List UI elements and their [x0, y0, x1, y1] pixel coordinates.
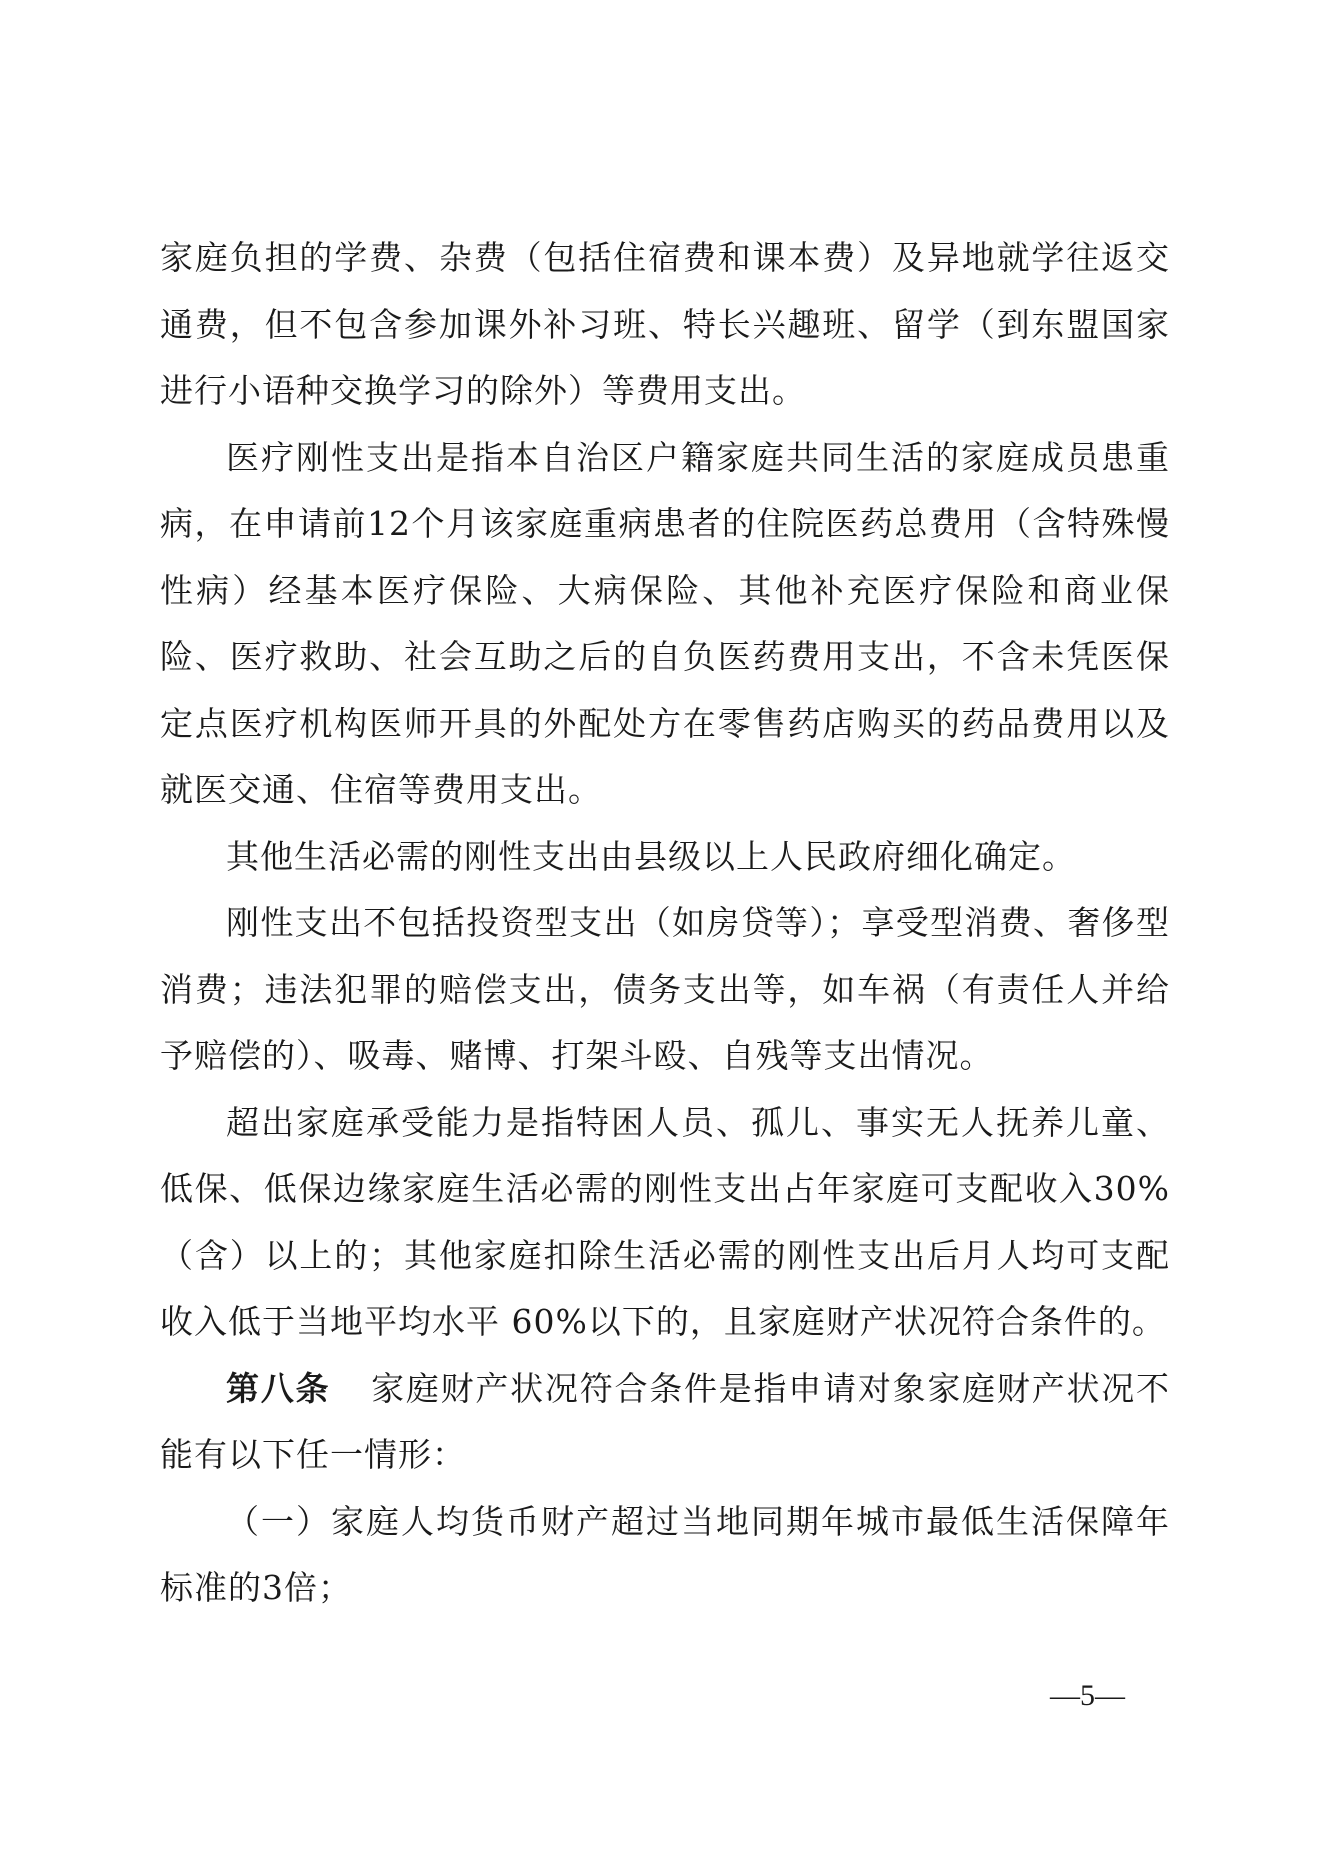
document-body: [160, 225, 1170, 1622]
article-8-paragraph: [160, 1356, 1170, 1489]
page-number: —5—: [1050, 1679, 1125, 1712]
paragraph-excluded-cost: 刚性支出不包括投资型支出（如房贷等）；享受型消费、奢侈型消费；违法犯罪的赔偿支出，债务支出等，如车祸（有责任人并给予赔偿的）、吸毒、赌博、打架斗殴、自残等支出情况。: [160, 903, 1170, 1075]
article-8-label: 第八条: [226, 1368, 331, 1408]
paragraph-education-cost: 家庭负担的学费、杂费（包括住宿费和课本费）及异地就学往返交通费，但不包含参加课外补习班、特长兴趣班、留学（到东盟国家进行小语种交换学习的除外）等费用支出。: [160, 238, 1170, 410]
paragraph-other-cost: 其他生活必需的刚性支出由县级以上人民政府细化确定。: [226, 836, 1076, 876]
paragraph-medical-cost: 医疗刚性支出是指本自治区户籍家庭共同生活的家庭成员患重病，在申请前12个月该家庭重病患者的住院医药总费用（含特殊慢性病）经基本医疗保险、大病保险、其他补充医疗保险和商业保险、医疗救助、社会互助之后的自负医药费用支出，不含未凭医保定点医疗机构医师开具的外配处方在零售药店购买的药品费用以及就医交通、住宿等费用支出。: [160, 437, 1170, 809]
paragraph-beyond-capacity: 超出家庭承受能力是指特困人员、孤儿、事实无人抚养儿童、低保、低保边缘家庭生活必需的刚性支出占年家庭可支配收入30%（含）以上的；其他家庭扣除生活必需的刚性支出后月人均可支配收入低于当地平均水平 60%以下的，且家庭财产状况符合条件的。: [160, 1102, 1170, 1341]
item-1-paragraph: （一）家庭人均货币财产超过当地同期年城市最低生活保障年标准的3倍；: [160, 1501, 1170, 1607]
article-8-text: 家庭财产状况符合条件是指申请对象家庭财产状况不能有以下任一情形：: [160, 1368, 1171, 1474]
